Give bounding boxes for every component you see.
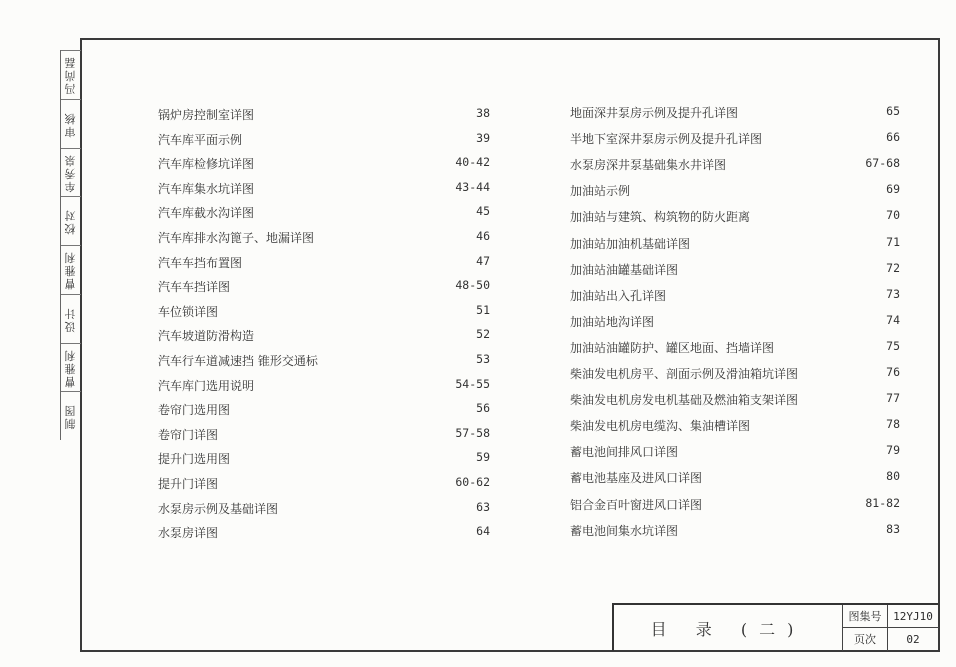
toc-entry-page: 53 xyxy=(476,352,490,366)
toc-entry-title: 卷帘门选用图 xyxy=(158,403,231,418)
toc-entry xyxy=(158,303,490,319)
atlas-number-value: 12YJ10 xyxy=(893,610,933,623)
toc-entry xyxy=(570,104,900,120)
toc-entry-title: 铝合金百叶窗进风口详图 xyxy=(570,497,703,512)
toc-entry xyxy=(158,401,490,417)
toc-entry-title: 蓄电池间排风口详图 xyxy=(570,445,679,460)
title-block-cells xyxy=(842,605,939,651)
toc-entry xyxy=(158,475,490,491)
toc-entry xyxy=(570,261,900,277)
toc-entry xyxy=(570,313,900,329)
toc-entry-title: 柴油发电机房平、剖面示例及滑油箱坑详图 xyxy=(570,367,799,381)
toc-entry-page: 63 xyxy=(476,499,490,514)
toc-entry-title: 汽车库集水坑详图 xyxy=(158,181,255,196)
toc-entry-title: 汽车车挡详图 xyxy=(158,280,231,295)
toc-entry xyxy=(158,254,490,270)
toc-entry-title: 汽车库门选用说明 xyxy=(158,378,255,393)
signature-label: 曹雅利 xyxy=(64,348,77,388)
toc-entry xyxy=(570,130,900,146)
signature-label: 牟秀泉 xyxy=(64,153,77,193)
page-number-label: 页次 xyxy=(843,628,888,651)
toc-entry xyxy=(570,208,900,224)
toc-entry-page: 76 xyxy=(886,365,900,379)
toc-entry-page: 59 xyxy=(476,450,490,465)
toc-entry-title: 锅炉房控制室详图 xyxy=(158,108,255,122)
toc-entry xyxy=(570,182,900,198)
toc-entry xyxy=(570,156,900,172)
toc-entry-page: 78 xyxy=(886,417,900,432)
toc-entry-page: 64 xyxy=(476,524,490,539)
toc-entry-title: 汽车坡道防滑构造 xyxy=(158,329,255,344)
toc-entry-title: 汽车库检修坑详图 xyxy=(158,157,255,172)
toc-entry-title: 加油站示例 xyxy=(570,184,631,199)
toc-entry xyxy=(158,131,490,147)
page-number-row xyxy=(843,628,939,651)
toc-entry xyxy=(158,524,490,540)
toc-entry-page: 56 xyxy=(476,401,490,416)
toc-entry-page: 52 xyxy=(476,327,490,342)
toc-entry-title: 汽车库排水沟篦子、地漏详图 xyxy=(158,231,315,245)
page-title: 目 录 (二) xyxy=(650,619,806,639)
toc-entry xyxy=(570,443,900,459)
toc-entry-page: 73 xyxy=(886,286,900,301)
signature-label: 校对 xyxy=(64,208,77,235)
toc-entry-title: 水泵房示例及基础详图 xyxy=(158,501,279,516)
toc-entry-title: 车位锁详图 xyxy=(158,304,219,319)
toc-entry-title: 柴油发电机房发电机基础及燃油箱支架详图 xyxy=(570,393,799,408)
signature-cell xyxy=(61,391,81,441)
toc-entry-page: 79 xyxy=(886,443,900,458)
toc-entry xyxy=(158,229,490,245)
toc-entry-page: 67-68 xyxy=(865,156,900,171)
toc-entry-page: 71 xyxy=(886,234,900,249)
toc-entry xyxy=(158,377,490,393)
signature-cell xyxy=(61,343,81,393)
toc-entry xyxy=(570,522,900,538)
toc-entry xyxy=(158,426,490,442)
toc-entry-title: 提升门选用图 xyxy=(158,452,231,467)
toc-entry-title: 汽车行车道减速挡 锥形交通标 xyxy=(158,354,318,368)
signature-strip xyxy=(60,50,81,440)
signature-label: 审核 xyxy=(64,111,77,138)
toc-entry xyxy=(158,155,490,171)
toc-entry-page: 57-58 xyxy=(455,425,490,440)
toc-entry-page: 81-82 xyxy=(865,495,900,510)
signature-cell xyxy=(61,50,81,100)
toc-entry xyxy=(158,204,490,220)
toc-entry-title: 水泵房详图 xyxy=(158,526,219,541)
toc-entry xyxy=(158,450,490,466)
signature-label: 曹雅利 xyxy=(64,250,77,290)
toc-entry-title: 加油站加油机基础详图 xyxy=(570,236,691,251)
toc-entry xyxy=(570,235,900,251)
toc-entry-page: 45 xyxy=(476,204,490,219)
toc-entry xyxy=(158,106,490,122)
toc-entry-page: 75 xyxy=(886,338,900,353)
toc-entry-title: 加油站油罐防护、罐区地面、挡墙详图 xyxy=(570,340,775,355)
toc-entry-title: 提升门详图 xyxy=(158,477,219,491)
toc-entry xyxy=(158,278,490,294)
toc-entry xyxy=(158,500,490,516)
toc-entry xyxy=(570,287,900,303)
toc-entry-page: 70 xyxy=(886,208,900,223)
toc-entry-page: 66 xyxy=(886,130,900,145)
toc-entry xyxy=(158,180,490,196)
signature-cell xyxy=(61,99,81,149)
toc-entry-page: 43-44 xyxy=(455,179,490,194)
toc-entry-title: 汽车车挡布置图 xyxy=(158,255,243,270)
toc-entry-page: 65 xyxy=(886,104,900,118)
toc-entry xyxy=(570,469,900,485)
signature-cell xyxy=(61,148,81,198)
toc-entry-title: 汽车库截水沟详图 xyxy=(158,206,255,221)
toc-entry-title: 地面深井泵房示例及提升孔详图 xyxy=(570,106,739,120)
toc-entry-page: 39 xyxy=(476,130,490,145)
toc-entry-page: 77 xyxy=(886,391,900,406)
toc-entry-page: 51 xyxy=(476,302,490,317)
toc-entry-page: 46 xyxy=(476,229,490,243)
toc-entry-page: 60-62 xyxy=(455,475,490,489)
toc-entry-title: 加油站与建筑、构筑物的防火距离 xyxy=(570,210,751,225)
toc-entry-title: 蓄电池基座及进风口详图 xyxy=(570,471,703,486)
toc-entry-page: 38 xyxy=(476,106,490,120)
toc-entry-title: 加油站出入孔详图 xyxy=(570,288,667,303)
toc-entry-title: 半地下室深井泵房示例及提升孔详图 xyxy=(570,132,763,147)
signature-cell xyxy=(61,294,81,344)
signature-cell xyxy=(61,245,81,295)
toc-entry xyxy=(570,339,900,355)
toc-entry-page: 80 xyxy=(886,469,900,484)
toc-entry-title: 柴油发电机房电缆沟、集油槽详图 xyxy=(570,419,751,434)
toc-entry-title: 汽车库平面示例 xyxy=(158,132,243,147)
toc-entry-page: 48-50 xyxy=(455,278,490,293)
signature-label: 设计 xyxy=(64,306,77,333)
toc-entry-page: 69 xyxy=(886,182,900,197)
signature-cell xyxy=(61,196,81,246)
toc-entry xyxy=(570,496,900,512)
toc-entry xyxy=(570,365,900,381)
signature-label: 制图 xyxy=(64,403,77,430)
toc-entry-title: 水泵房深井泵基础集水井详图 xyxy=(570,158,727,173)
toc-entry xyxy=(570,417,900,433)
toc-entry xyxy=(158,352,490,368)
page-number-value: 02 xyxy=(906,633,920,646)
atlas-number-label: 图集号 xyxy=(843,605,888,628)
toc-entry-page: 40-42 xyxy=(455,155,490,170)
toc-entry-title: 卷帘门详图 xyxy=(158,427,219,442)
toc-entry-title: 加油站地沟详图 xyxy=(570,314,655,329)
signature-label: 冯尚磊 xyxy=(64,55,77,95)
toc-entry xyxy=(570,391,900,407)
toc-entry-page: 47 xyxy=(476,253,490,268)
toc-entry-page: 72 xyxy=(886,260,900,275)
toc-entry-title: 加油站油罐基础详图 xyxy=(570,262,679,277)
toc-entry-page: 83 xyxy=(886,521,900,536)
title-block xyxy=(612,603,938,651)
toc-entry-page: 54-55 xyxy=(455,376,490,391)
toc-entry-title: 蓄电池间集水坑详图 xyxy=(570,523,679,538)
toc-entry-page: 74 xyxy=(886,312,900,327)
toc-entry xyxy=(158,327,490,343)
atlas-number-row xyxy=(843,605,939,628)
